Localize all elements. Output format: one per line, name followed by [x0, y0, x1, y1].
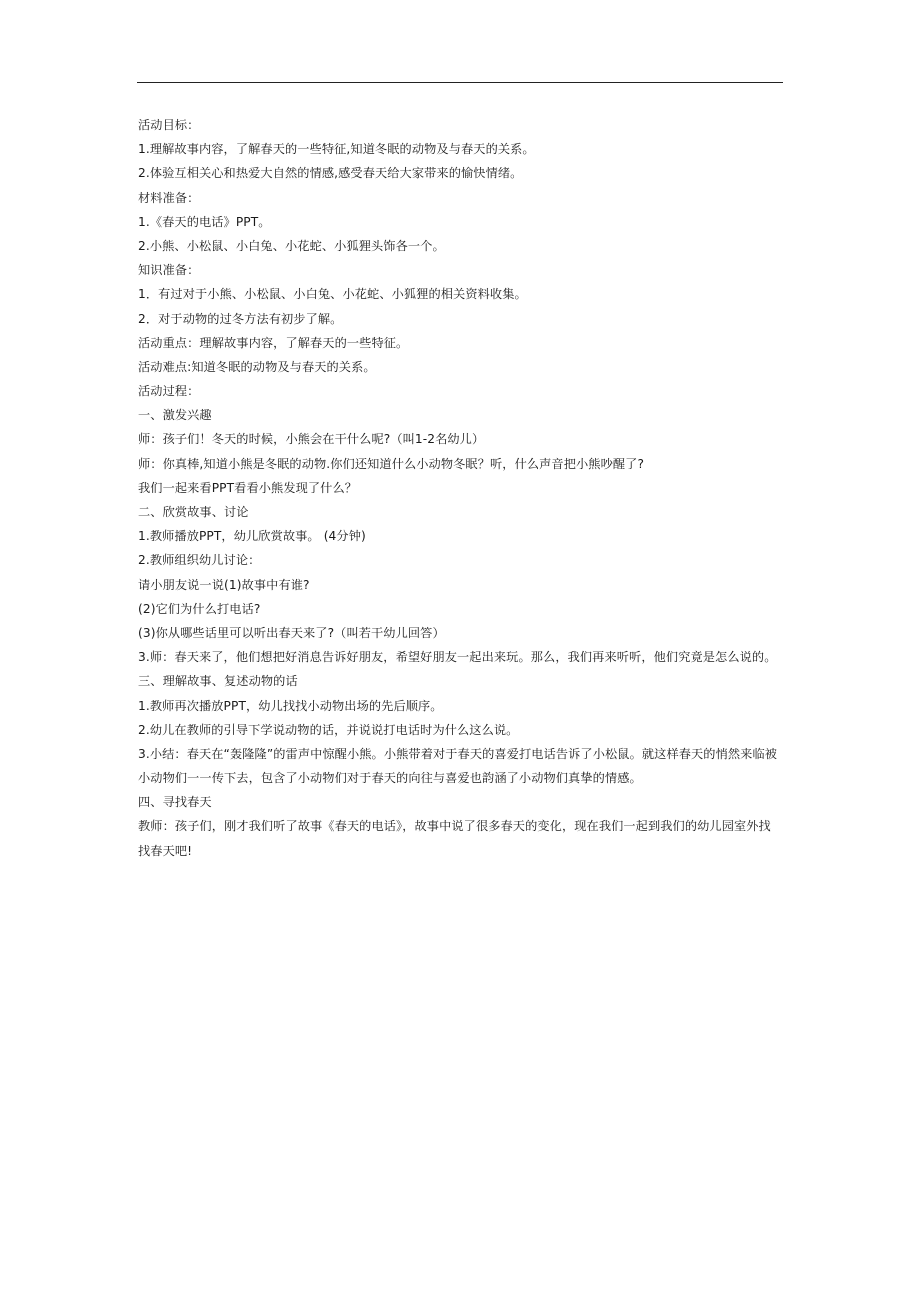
paragraph-line: 师：孩子们！冬天的时候，小熊会在干什么呢?（叫1-2名幼儿）	[138, 432, 485, 447]
step-heading-1: 一、激发兴趣	[138, 408, 212, 423]
paragraph-line: 2.幼儿在教师的引导下学说动物的话，并说说打电话时为什么这么说。	[138, 722, 519, 737]
step-heading-3: 三、理解故事、复述动物的话	[138, 674, 298, 689]
section-heading-goals: 活动目标：	[138, 118, 200, 132]
section-heading-process: 活动过程：	[138, 384, 200, 399]
goal-item-1: 1.理解故事内容，了解春天的一些特征,知道冬眠的动物及与春天的关系。	[138, 142, 535, 157]
paragraph-line: 3.师：春天来了，他们想把好消息告诉好朋友，希望好朋友一起出来玩。那么，我们再来听听，他们究竟是怎么说的。	[138, 650, 777, 665]
knowledge-item-1: 1．有过对于小熊、小松鼠、小白兔、小花蛇、小狐狸的相关资料收集。	[138, 287, 527, 302]
goal-item-2: 2.体验互相关心和热爱大自然的情感,感受春天给大家带来的愉快情绪。	[138, 166, 523, 181]
paragraph-line: 我们一起来看PPT看看小熊发现了什么？	[138, 480, 358, 495]
section-heading-knowledge: 知识准备：	[138, 263, 200, 278]
paragraph-line: 3.小结：春天在“轰隆隆”的雷声中惊醒小熊。小熊带着对于春天的喜爱打电话告诉了小松鼠。就这样春天的悄然来临被	[138, 746, 778, 761]
paragraph-line: 2.教师组织幼儿讨论：	[138, 553, 261, 568]
step-heading-4: 四、寻找春天	[138, 795, 212, 810]
paragraph-line: 小动物们一一传下去，包含了小动物们对于春天的向往与喜爱也韵涵了小动物们真挚的情感。	[138, 771, 642, 786]
key-point: 活动重点：理解故事内容，了解春天的一些特征。	[138, 335, 409, 350]
step-heading-2: 二、欣赏故事、讨论	[138, 505, 249, 519]
paragraph-line: 师：你真棒,知道小熊是冬眠的动物.你们还知道什么小动物冬眠？听，什么声音把小熊吵醒了?	[138, 456, 645, 471]
knowledge-item-2: 2．对于动物的过冬方法有初步了解。	[138, 311, 343, 326]
paragraph-line: (2)它们为什么打电话?	[138, 601, 261, 616]
document-body	[138, 113, 788, 863]
paragraph-line: 找春天吧!	[138, 843, 193, 858]
paragraph-line: 请小朋友说一说(1)故事中有谁?	[138, 577, 310, 592]
paragraph-line: (3)你从哪些话里可以听出春天来了?（叫若干幼儿回答）	[138, 625, 445, 640]
section-heading-materials: 材料准备：	[138, 190, 200, 205]
material-item-2: 2.小熊、小松鼠、小白兔、小花蛇、小狐狸头饰各一个。	[138, 238, 445, 253]
paragraph-line: 教师：孩子们，刚才我们听了故事《春天的电话》，故事中说了很多春天的变化，现在我们一起到我们的幼儿园室外找	[138, 819, 771, 834]
difficult-point: 活动难点:知道冬眠的动物及与春天的关系。	[138, 359, 376, 374]
material-item-1: 1.《春天的电话》PPT。	[138, 214, 271, 229]
paragraph-line: 1.教师播放PPT，幼儿欣赏故事。 (4分钟)	[138, 529, 366, 544]
header-rule	[137, 82, 783, 83]
paragraph-line: 1.教师再次播放PPT，幼儿找找小动物出场的先后顺序。	[138, 698, 443, 713]
